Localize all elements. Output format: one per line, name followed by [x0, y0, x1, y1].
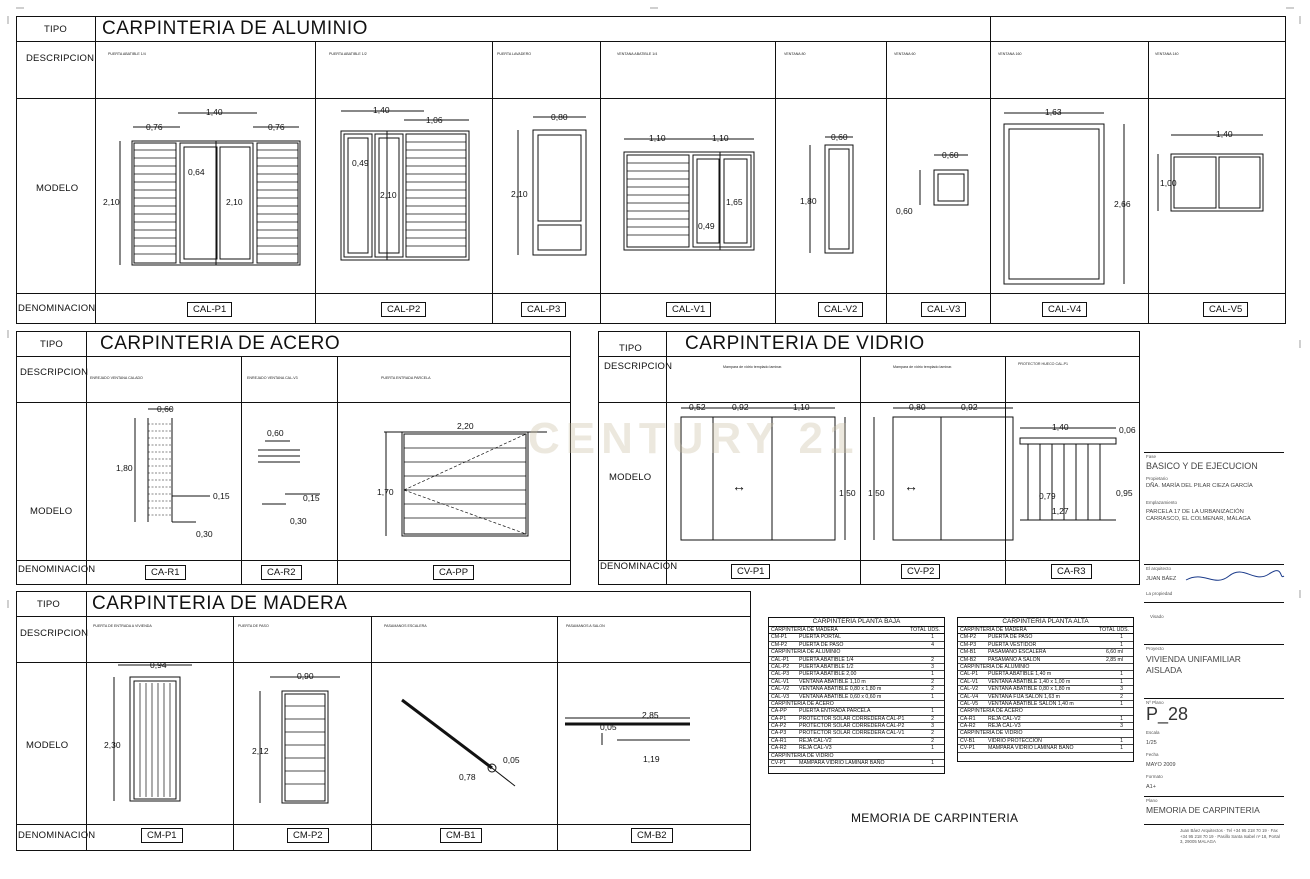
- table-cell-code: CAL-V2: [771, 686, 790, 693]
- row-label-denominacion: DENOMINACION: [18, 303, 96, 314]
- dim-label: 1,80: [116, 463, 133, 473]
- cartouche-emplazamiento: PARCELA 17 DE LA URBANIZACIÓN CARRASCO, EL COLMENAR, MÁLAGA: [1146, 509, 1251, 522]
- dim-label: 1,70: [377, 487, 394, 497]
- table-section-label: CARPINTERIA DE ALUMINIO: [771, 649, 841, 656]
- table-cell-code: CM-P1: [771, 634, 788, 641]
- table-header-right: TOTAL UDS.: [910, 627, 940, 633]
- table-cell-total: 4: [931, 641, 934, 648]
- dim-label: 1,10: [712, 133, 729, 143]
- section-title-acero: CARPINTERIA DE ACERO: [100, 333, 341, 354]
- dim-label: 1,40: [1052, 422, 1069, 432]
- dim-label: 0,60: [942, 150, 959, 160]
- cartouche-formato: A1+: [1146, 784, 1156, 790]
- table-cell-description: VIDRIO PROTECCION: [988, 737, 1042, 744]
- table-cell-description: PASAMANO A SALON: [988, 656, 1041, 663]
- code-cal-v4: CAL-V4: [1042, 302, 1087, 317]
- desc-cm-b1: PASAMANOS ESCALERA: [384, 624, 427, 628]
- table-cell-description: PUERTA ENTRADA PARCELA: [799, 708, 871, 715]
- table-cell-code: CV-P1: [960, 745, 975, 752]
- code-cal-v3: CAL-V3: [921, 302, 966, 317]
- code-cal-v1: CAL-V1: [666, 302, 711, 317]
- cartouche-contacto: Juan Báez Arquitectos · Tel +34 95 218 70 19 · Fax +34 95 218 70 19 · Pasillo Santa Isabel nº 18, Portal 3, 29005 MALAGA: [1180, 828, 1280, 844]
- table-cell-total: 1: [1120, 700, 1123, 707]
- code-cv-p2: CV-P2: [901, 564, 940, 579]
- row-label-descripcion: DESCRIPCION: [20, 367, 89, 378]
- code-cal-p3: CAL-P3: [521, 302, 566, 317]
- table-cell-total: 2,85 ml: [1105, 656, 1123, 663]
- table-cell-description: PASAMANO ESCALERA: [988, 649, 1047, 656]
- table-cell-total: 1: [931, 634, 934, 641]
- table-cell-description: PROTECTOR SOLAR CORREDERA CAL-V1: [799, 730, 905, 737]
- desc-cal-v1: VENTANA ABATIBLE 1/4: [617, 52, 658, 56]
- cartouche-label: Visado: [1150, 614, 1164, 619]
- table-cell-description: PUERTA ABATIBLE 1/2: [799, 663, 854, 670]
- dim-label: 0,05: [600, 722, 617, 732]
- dim-label: 0,94: [150, 660, 167, 670]
- dim-label: 0,30: [196, 529, 213, 539]
- cartouche-label: Fecha: [1146, 752, 1159, 757]
- table-cell-code: CAL-P1: [771, 656, 790, 663]
- dim-label: 0,78: [459, 772, 476, 782]
- dim-label: 1,10: [793, 402, 810, 412]
- desc-ca-pp: PUERTA ENTRADA PARCELA: [381, 376, 431, 380]
- desc-cal-p3: PUERTA LAVADERO: [497, 52, 532, 56]
- table-cell-total: 2: [931, 730, 934, 737]
- row-label-denominacion: DENOMINACION: [600, 561, 678, 572]
- dim-label: 1,50: [839, 488, 856, 498]
- table-cell-code: CAL-P3: [771, 671, 790, 678]
- dim-label: 2,10: [103, 197, 120, 207]
- dim-label: 0,49: [698, 221, 715, 231]
- dim-label: 1,50: [868, 488, 885, 498]
- table-cell-code: CA-R1: [771, 737, 787, 744]
- row-label-tipo: TIPO: [44, 24, 67, 35]
- table-header-left: CARPINTERIA DE MADERA: [771, 627, 838, 633]
- dim-label: 0,76: [268, 122, 285, 132]
- table-cell-code: CAL-P2: [771, 663, 790, 670]
- code-cal-p1: CAL-P1: [187, 302, 232, 317]
- dim-label: 1,40: [206, 107, 223, 117]
- row-label-tipo: TIPO: [40, 339, 63, 350]
- table-cell-code: CM-P2: [771, 641, 788, 648]
- desc-cv-p1: Mampara de vidrio templado laminar.: [723, 365, 783, 369]
- table-cell-description: MAMPARA VIDRIO LAMINAR BAÑO: [799, 760, 885, 767]
- row-label-tipo: TIPO: [619, 343, 642, 354]
- dim-label: 0,49: [352, 158, 369, 168]
- table-cell-code: CAL-V4: [960, 693, 979, 700]
- sliding-arrow-icon: ↔: [904, 478, 918, 494]
- dim-label: 0,60: [157, 404, 174, 414]
- dim-label: 0,60: [896, 206, 913, 216]
- table-header-right: TOTAL UDS.: [1099, 627, 1129, 633]
- table-cell-total: 1: [1120, 671, 1123, 678]
- desc-cm-b2: PASAMANOS A SALON: [566, 624, 605, 628]
- desc-cal-v2: VENTANA 80: [784, 52, 806, 56]
- cartouche-label: El arquitecto: [1146, 566, 1172, 571]
- desc-ca-r1: ENREJADO VENTANA CALADO: [90, 376, 143, 380]
- dim-label: 1,06: [426, 115, 443, 125]
- cartouche-proyecto: VIVIENDA UNIFAMILIAR AISLADA: [1146, 654, 1241, 675]
- table-cell-total: 3: [1120, 686, 1123, 693]
- table-cell-description: PUERTA DE PASO: [799, 641, 844, 648]
- table-cell-code: CA-PP: [771, 708, 787, 715]
- table-cell-description: REJA CAL-V3: [799, 745, 832, 752]
- cartouche-label: Nº Plano: [1146, 700, 1164, 705]
- table-cell-description: REJA CAL-V2: [799, 737, 832, 744]
- table-cell-code: CAL-P1: [960, 671, 979, 678]
- dim-label: 1,00: [1160, 178, 1177, 188]
- cartouche-propietario: DÑA. MARÍA DEL PILAR CIEZA GARCÍA: [1146, 483, 1253, 489]
- table-cell-code: CA-R2: [771, 745, 787, 752]
- dim-label: 0,60: [831, 132, 848, 142]
- code-cal-v2: CAL-V2: [818, 302, 863, 317]
- dim-label: 0,80: [551, 112, 568, 122]
- code-ca-r3: CA-R3: [1051, 564, 1092, 579]
- desc-cv-p2: Mampara de vidrio templado laminar.: [893, 365, 953, 369]
- dim-label: 1,19: [643, 754, 660, 764]
- dim-label: 0,60: [267, 428, 284, 438]
- table-cell-code: CM-B2: [960, 656, 977, 663]
- dim-label: 0,64: [188, 167, 205, 177]
- desc-cal-v5: VENTANA 140: [1155, 52, 1179, 56]
- dim-label: 0,76: [146, 122, 163, 132]
- table-cell-description: REJA CAL-V2: [988, 715, 1021, 722]
- table-cell-total: 1: [931, 708, 934, 715]
- table-cell-description: VENTANA ABATIBLE SALON 1,40 m: [988, 700, 1074, 707]
- table-cell-total: 1: [931, 693, 934, 700]
- table-cell-description: VENTANA FIJA SALON 1,63 m: [988, 693, 1060, 700]
- table-cell-description: REJA CAL-V3: [988, 723, 1021, 730]
- table-section-label: CARPINTERIA DE ALUMINIO: [960, 663, 1030, 670]
- dim-label: 1,80: [800, 196, 817, 206]
- table-cell-description: VENTANA ABATIBLE 1,40 x 1,00 m: [988, 678, 1071, 685]
- cartouche-label: Proyecto: [1146, 646, 1164, 651]
- table-cell-description: VENTANA ABATIBLE 0,80 x 1,80 m: [988, 686, 1071, 693]
- desc-ca-r2: ENREJADO VENTANA CAL-V3: [247, 376, 298, 380]
- code-cm-b1: CM-B1: [440, 828, 482, 843]
- watermark: CENTURY 21: [528, 414, 860, 463]
- table-section-label: CARPINTERIA DE VIDRIO: [771, 752, 834, 759]
- dim-label: 0,95: [1116, 488, 1133, 498]
- cartouche-label: La propiedad: [1146, 591, 1173, 596]
- table-cell-total: 2: [931, 686, 934, 693]
- table-cell-code: CA-P2: [771, 723, 787, 730]
- dim-label: 2,10: [380, 190, 397, 200]
- table-cell-code: CA-R2: [960, 723, 976, 730]
- cartouche-plano-nombre: MEMORIA DE CARPINTERIA: [1146, 805, 1260, 815]
- dim-label: 2,12: [252, 746, 269, 756]
- table-cell-code: CM-P3: [960, 641, 977, 648]
- dim-label: 2,10: [226, 197, 243, 207]
- table-cell-total: 1: [1120, 678, 1123, 685]
- dim-label: 0,80: [909, 402, 926, 412]
- table-cell-code: CV-P1: [771, 760, 786, 767]
- row-label-modelo: MODELO: [26, 740, 69, 751]
- table-cell-code: CM-P2: [960, 634, 977, 641]
- table-cell-total: 3: [931, 723, 934, 730]
- desc-cal-v4: VENTANA 160: [998, 52, 1022, 56]
- row-label-modelo: MODELO: [36, 183, 79, 194]
- table-cell-total: 2: [1120, 693, 1123, 700]
- table-cell-description: VENTANA ABATIBLE 1,10 m: [799, 678, 866, 685]
- table-cell-total: 1: [931, 760, 934, 767]
- table-cell-code: CAL-V1: [960, 678, 979, 685]
- table-title: CARPINTERÍA PLANTA BAJA: [769, 618, 944, 627]
- table-cell-total: 1: [931, 745, 934, 752]
- cartouche-fecha: MAYO 2009: [1146, 762, 1176, 768]
- dim-label: 2,30: [104, 740, 121, 750]
- desc-cal-p2: PUERTA ABATIBLE 1/2: [329, 52, 367, 56]
- desc-cm-p2: PUERTA DE PASO: [238, 624, 269, 628]
- desc-cm-p1: PUERTA DE ENTRADA A VIVIENDA: [93, 624, 152, 628]
- table-cell-total: 3: [931, 663, 934, 670]
- table-cell-code: CAL-V2: [960, 686, 979, 693]
- code-cm-b2: CM-B2: [631, 828, 673, 843]
- dim-label: 1,40: [1216, 129, 1233, 139]
- table-cell-code: CA-P3: [771, 730, 787, 737]
- table-cell-total: 1: [1120, 634, 1123, 641]
- table-cell-description: PROTECTOR SOLAR CORREDERA CAL-P1: [799, 715, 905, 722]
- dim-label: 0,52: [689, 402, 706, 412]
- row-label-descripcion: DESCRIPCION: [26, 53, 95, 64]
- desc-cal-v3: VENTANA 60: [894, 52, 916, 56]
- dim-label: 0,15: [213, 491, 230, 501]
- dim-label: 2,10: [511, 189, 528, 199]
- dim-label: 1,65: [726, 197, 743, 207]
- code-cv-p1: CV-P1: [731, 564, 770, 579]
- memoria-label: MEMORIA DE CARPINTERIA: [851, 811, 1019, 825]
- table-cell-description: PROTECTOR SOLAR CORREDERA CAL-P2: [799, 723, 905, 730]
- dim-label: 2,20: [457, 421, 474, 431]
- table-cell-total: 2: [931, 715, 934, 722]
- table-cell-total: 1: [1120, 641, 1123, 648]
- cartouche-escala: 1/25: [1146, 740, 1157, 746]
- table-cell-code: CAL-V1: [771, 678, 790, 685]
- code-cm-p2: CM-P2: [287, 828, 329, 843]
- dim-label: 0,30: [290, 516, 307, 526]
- row-label-tipo: TIPO: [37, 599, 60, 610]
- table-header-left: CARPINTERIA DE MADERA: [960, 627, 1027, 633]
- table-cell-description: MAMPARA VIDRIO LAMINAR BAÑO: [988, 745, 1074, 752]
- cartouche-label: Fase: [1146, 454, 1157, 459]
- table-cell-code: CAL-V5: [960, 700, 979, 707]
- table-cell-description: PUERTA PORTAL: [799, 634, 841, 641]
- table-cell-description: PUERTA ABATIBLE 2,00: [799, 671, 857, 678]
- table-section-label: CARPINTERIA DE VIDRIO: [960, 730, 1023, 737]
- table-cell-total: 6,60 ml: [1105, 649, 1123, 656]
- table-cell-total: 2: [931, 656, 934, 663]
- table-cell-description: PUERTA ABATIBLE 1,40 m: [988, 671, 1052, 678]
- cartouche-fase: BASICO Y DE EJECUCION: [1146, 461, 1258, 471]
- dim-label: 1,10: [649, 133, 666, 143]
- table-cell-code: CV-B1: [960, 737, 975, 744]
- table-cell-total: 3: [1120, 723, 1123, 730]
- desc-ca-r3: PROTECTOR HUECO CAL-P1: [1018, 362, 1069, 366]
- table-cell-total: 1: [1120, 715, 1123, 722]
- cartouche-plano-number: P_28: [1146, 704, 1189, 724]
- code-cal-v5: CAL-V5: [1203, 302, 1248, 317]
- table-cell-total: 2: [931, 737, 934, 744]
- code-cm-p1: CM-P1: [141, 828, 183, 843]
- dim-label: 0,05: [503, 755, 520, 765]
- section-title-vidrio: CARPINTERIA DE VIDRIO: [685, 333, 925, 354]
- cartouche-label: Plano: [1146, 798, 1158, 803]
- cartouche-label: Formato: [1146, 774, 1163, 779]
- row-label-denominacion: DENOMINACION: [18, 830, 96, 841]
- sliding-arrow-icon: ↔: [732, 478, 746, 494]
- row-label-modelo: MODELO: [609, 472, 652, 483]
- cartouche-label: Escala: [1146, 730, 1160, 735]
- table-cell-description: VENTANA ABATIBLE 0,60 x 0,60 m: [799, 693, 882, 700]
- cartouche-label: Propietario: [1146, 476, 1168, 481]
- table-cell-description: PUERTA ABATIBLE 1/4: [799, 656, 854, 663]
- table-cell-total: 1: [1120, 745, 1123, 752]
- table-cell-code: CA-P1: [771, 715, 787, 722]
- table-section-label: CARPINTERIA DE ACERO: [960, 708, 1023, 715]
- dim-label: 0,92: [732, 402, 749, 412]
- dim-label: 1,63: [1045, 107, 1062, 117]
- dim-label: 0,06: [1119, 425, 1136, 435]
- row-label-denominacion: DENOMINACION: [18, 564, 96, 575]
- dim-label: 0,92: [961, 402, 978, 412]
- dim-label: 0,90: [297, 671, 314, 681]
- table-cell-code: CM-B1: [960, 649, 977, 656]
- table-cell-code: CA-R1: [960, 715, 976, 722]
- dim-label: 2,85: [642, 710, 659, 720]
- table-cell-description: PUERTA DE PASO: [988, 634, 1033, 641]
- row-label-descripcion: DESCRIPCION: [20, 628, 89, 639]
- dim-label: 2,66: [1114, 199, 1131, 209]
- table-cell-code: CAL-V3: [771, 693, 790, 700]
- desc-cal-p1: PUERTA ABATIBLE 1/4: [108, 52, 146, 56]
- code-cal-p2: CAL-P2: [381, 302, 426, 317]
- dim-label: 1,27: [1052, 506, 1069, 516]
- table-cell-total: 1: [931, 671, 934, 678]
- table-section-label: CARPINTERIA DE ACERO: [771, 700, 834, 707]
- code-ca-r2: CA-R2: [261, 565, 302, 580]
- dim-label: 0,15: [303, 493, 320, 503]
- table-cell-description: VENTANA ABATIBLE 0,80 x 1,80 m: [799, 686, 882, 693]
- row-label-modelo: MODELO: [30, 506, 73, 517]
- cartouche-arquitecto: JUAN BÁEZ: [1146, 576, 1177, 582]
- row-label-descripcion: DESCRIPCION: [604, 361, 673, 372]
- code-ca-pp: CA-PP: [433, 565, 474, 580]
- table-cell-total: 2: [931, 678, 934, 685]
- code-ca-r1: CA-R1: [145, 565, 186, 580]
- table-cell-total: 1: [1120, 737, 1123, 744]
- table-title: CARPINTERÍA PLANTA ALTA: [958, 618, 1133, 627]
- section-title-madera: CARPINTERIA DE MADERA: [92, 593, 348, 614]
- section-title-aluminio: CARPINTERIA DE ALUMINIO: [102, 18, 368, 39]
- cartouche-label: Emplazamiento: [1146, 500, 1178, 505]
- dim-label: 0,79: [1039, 491, 1056, 501]
- dim-label: 1,40: [373, 105, 390, 115]
- table-cell-description: PUERTA VESTIDOR: [988, 641, 1037, 648]
